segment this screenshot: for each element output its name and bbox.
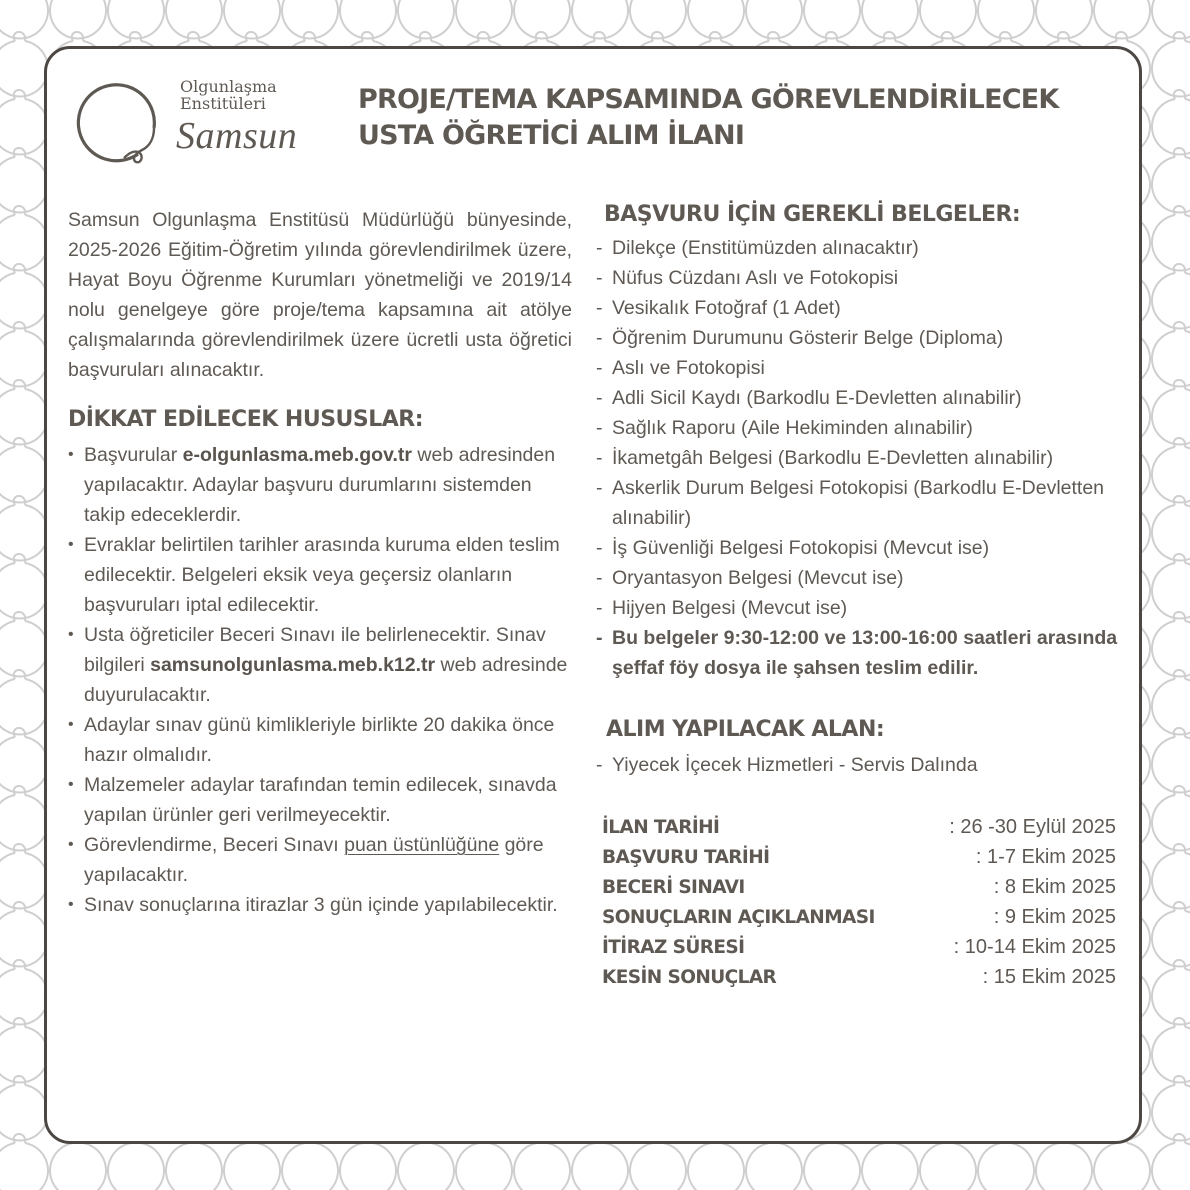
pattern-loop-tail: [942, 32, 953, 41]
pattern-loop-icon: [1152, 331, 1190, 387]
pattern-loop-icon: [746, 1143, 802, 1190]
pattern-loop-tail: [1116, 32, 1127, 41]
pattern-loop-icon: [1152, 447, 1190, 503]
pattern-loop-tail: [14, 786, 25, 795]
right-column: [596, 202, 1126, 992]
document-item: - Aslı ve Fotokopisi: [596, 353, 1126, 383]
date-label: BECERİ SINAVI: [602, 876, 745, 898]
note-text: göre yapılacaktır.: [84, 834, 544, 886]
note-text: Başvurular: [84, 444, 183, 466]
document-item: - Askerlik Durum Belgesi Fotokopisi (Barkodlu E-Devletten alınabilir): [596, 473, 1126, 533]
pattern-loop-tail: [1174, 786, 1185, 795]
document-item: - Nüfus Cüzdanı Aslı ve Fotokopisi: [596, 263, 1126, 293]
note-text: Malzemeler adaylar tarafından temin edilecek, sınavda yapılan ürünler geri verilmeyecektir.: [84, 774, 557, 826]
pattern-loop-icon: [1152, 969, 1190, 1025]
logo-line-1: Olgunlaşma: [180, 77, 277, 96]
pattern-loop-icon: [0, 795, 48, 851]
pattern-loop-icon: [920, 1143, 976, 1190]
note-item: [68, 620, 572, 710]
pattern-loop-tail: [1174, 438, 1185, 447]
pattern-loop-icon: [398, 1143, 454, 1190]
note-text: web adresinde duyurulacaktır.: [84, 654, 568, 706]
pattern-loop-tail: [710, 32, 721, 41]
note-item: [68, 530, 572, 620]
pattern-loop-icon: [340, 1143, 396, 1190]
document-item: - İkametgâh Belgesi (Barkodlu E-Devletten alınabilir): [596, 443, 1126, 473]
pattern-loop-icon: [1152, 215, 1190, 271]
pattern-loop-icon: [282, 1143, 338, 1190]
pattern-loop-icon: [804, 1143, 860, 1190]
pattern-loop-tail: [1174, 322, 1185, 331]
area-item: - Yiyecek İçecek Hizmetleri - Servis Dalında: [596, 750, 1126, 780]
pattern-loop-icon: [1152, 1143, 1190, 1190]
pattern-loop-tail: [1174, 670, 1185, 679]
note-item: [68, 830, 572, 890]
pattern-loop-icon: [1152, 157, 1190, 213]
date-row: [602, 932, 1116, 962]
note-text: Görevlendirme, Beceri Sınavı: [84, 834, 345, 856]
pattern-loop-icon: [1152, 41, 1190, 97]
pattern-loop-tail: [14, 206, 25, 215]
area-heading: ALIM YAPILACAK ALAN:: [606, 717, 885, 742]
pattern-loop-icon: [1152, 737, 1190, 793]
pattern-loop-icon: [0, 1143, 48, 1190]
pattern-loop-icon: [1152, 563, 1190, 619]
note-text: Adaylar sınav günü kimlikleriyle birlikte 20 dakika önce hazır olmalıdır.: [84, 714, 555, 766]
pattern-loop-tail: [362, 32, 373, 41]
pattern-loop-tail: [72, 32, 83, 41]
pattern-loop-tail: [1174, 32, 1185, 41]
pattern-loop-tail: [1174, 728, 1185, 737]
pattern-loop-tail: [884, 32, 895, 41]
pattern-loop-icon: [1152, 853, 1190, 909]
pattern-loop-icon: [1152, 679, 1190, 735]
underlined-text: puan üstünlüğüne: [344, 834, 500, 856]
title-line-2: USTA ÖĞRETİCİ ALIM İLANI: [358, 120, 745, 151]
logo-city: Samsun: [176, 115, 298, 157]
title-line-1: PROJE/TEMA KAPSAMINDA GÖREVLENDİRİLECEK: [358, 84, 1059, 115]
pattern-loop-tail: [14, 844, 25, 853]
pattern-loop-tail: [1174, 1018, 1185, 1027]
pattern-loop-tail: [14, 1134, 25, 1143]
pattern-loop-icon: [0, 389, 48, 445]
pattern-loop-icon: [688, 1143, 744, 1190]
date-label: SONUÇLARIN AÇIKLANMASI: [602, 906, 875, 928]
pattern-loop-tail: [130, 32, 141, 41]
left-column: [68, 205, 572, 920]
date-row: [602, 812, 1116, 842]
pattern-loop-icon: [0, 99, 48, 155]
pattern-loop-tail: [478, 32, 489, 41]
pattern-loop-icon: [1152, 0, 1190, 39]
date-row: [602, 902, 1116, 932]
pattern-loop-tail: [420, 32, 431, 41]
pattern-loop-tail: [1174, 902, 1185, 911]
pattern-loop-icon: [0, 969, 48, 1025]
pattern-loop-tail: [14, 32, 25, 41]
note-item: [68, 770, 572, 830]
pattern-loop-tail: [652, 32, 663, 41]
pattern-loop-icon: [0, 0, 48, 39]
pattern-loop-tail: [14, 612, 25, 621]
pattern-loop-icon: [1152, 911, 1190, 967]
pattern-loop-tail: [1174, 1134, 1185, 1143]
pattern-loop-icon: [0, 505, 48, 561]
pattern-loop-tail: [1174, 380, 1185, 389]
pattern-loop-tail: [14, 496, 25, 505]
note-text: Evraklar belirtilen tarihler arasında kuruma elden teslim edilecektir. Belgeleri eksik veya geçersiz olanların başvuruları iptal edilecektir.: [84, 534, 560, 616]
pattern-loop-tail: [14, 438, 25, 447]
pattern-loop-tail: [1000, 32, 1011, 41]
pattern-loop-icon: [224, 1143, 280, 1190]
documents-delivery-note: - Bu belgeler 9:30-12:00 ve 13:00-16:00 saatleri arasında şeffaf föy dosya ile şahsen teslim edilir.: [596, 623, 1126, 683]
pattern-loop-icon: [1152, 273, 1190, 329]
document-item: - Hijyen Belgesi (Mevcut ise): [596, 593, 1126, 623]
date-row: [602, 842, 1116, 872]
document-item: - Dilekçe (Enstitümüzden alınacaktır): [596, 233, 1126, 263]
date-row: [602, 872, 1116, 902]
pattern-loop-tail: [768, 32, 779, 41]
pattern-loop-icon: [572, 1143, 628, 1190]
pattern-loop-icon: [0, 331, 48, 387]
date-value: : 8 Ekim 2025: [993, 875, 1116, 898]
date-value: : 10-14 Ekim 2025: [953, 935, 1116, 958]
pattern-loop-icon: [0, 621, 48, 677]
pattern-loop-icon: [1036, 1143, 1092, 1190]
documents-list: [596, 233, 1126, 683]
pattern-loop-tail: [1058, 32, 1069, 41]
pattern-loop-icon: [1152, 621, 1190, 677]
pattern-loop-tail: [1174, 206, 1185, 215]
pattern-loop-icon: [514, 1143, 570, 1190]
pattern-loop-tail: [1174, 148, 1185, 157]
pattern-loop-icon: [50, 1143, 106, 1190]
pattern-loop-tail: [304, 32, 315, 41]
pattern-loop-icon: [0, 679, 48, 735]
pattern-loop-tail: [536, 32, 547, 41]
note-text: Usta öğreticiler Beceri Sınavı ile belirlenecektir. Sınav bilgileri: [84, 624, 546, 676]
date-row: [602, 962, 1116, 992]
date-value: : 1-7 Ekim 2025: [975, 845, 1116, 868]
note-text: Sınav sonuçlarına itirazlar 3 gün içinde yapılabilecektir.: [84, 894, 558, 916]
pattern-loop-tail: [1174, 612, 1185, 621]
pattern-loop-tail: [1174, 264, 1185, 273]
logo-ring-icon: [76, 76, 168, 166]
pattern-loop-icon: [0, 1085, 48, 1141]
pattern-loop-tail: [14, 1076, 25, 1085]
pattern-loop-icon: [1152, 1085, 1190, 1141]
pattern-loop-tail: [1174, 496, 1185, 505]
pattern-loop-icon: [1152, 389, 1190, 445]
pattern-loop-icon: [1152, 505, 1190, 561]
pattern-loop-tail: [826, 32, 837, 41]
pattern-loop-tail: [14, 264, 25, 273]
pattern-loop-tail: [1174, 960, 1185, 969]
pattern-loop-icon: [0, 447, 48, 503]
pattern-loop-tail: [188, 32, 199, 41]
pattern-loop-tail: [14, 670, 25, 679]
note-item: [68, 890, 572, 920]
page-title: [358, 82, 1128, 154]
area-list: [596, 750, 1126, 780]
pattern-loop-icon: [108, 1143, 164, 1190]
pattern-loop-icon: [0, 273, 48, 329]
pattern-loop-tail: [1174, 554, 1185, 563]
logo: [76, 76, 326, 166]
notes-list: [68, 440, 572, 920]
pattern-loop-icon: [166, 1143, 222, 1190]
pattern-loop-tail: [14, 960, 25, 969]
pattern-loop-tail: [14, 90, 25, 99]
pattern-loop-tail: [246, 32, 257, 41]
note-item: [68, 710, 572, 770]
notes-heading: DİKKAT EDİLECEK HUSUSLAR:: [68, 407, 424, 432]
pattern-loop-icon: [0, 1027, 48, 1083]
document-item: - İş Güvenliği Belgesi Fotokopisi (Mevcut ise): [596, 533, 1126, 563]
website-link[interactable]: samsunolgunlasma.meb.k12.tr: [150, 654, 436, 676]
note-text: web adresinden yapılacaktır. Adaylar başvuru durumlarını sistemden takip edeceklerdir.: [84, 444, 556, 526]
pattern-loop-icon: [1152, 1027, 1190, 1083]
pattern-loop-tail: [14, 554, 25, 563]
pattern-loop-tail: [14, 1018, 25, 1027]
note-item: [68, 440, 572, 530]
date-value: : 15 Ekim 2025: [982, 965, 1116, 988]
document-item: - Oryantasyon Belgesi (Mevcut ise): [596, 563, 1126, 593]
pattern-loop-tail: [1174, 1076, 1185, 1085]
pattern-loop-icon: [0, 157, 48, 213]
dates-table: [602, 812, 1116, 992]
documents-heading: BAŞVURU İÇİN GEREKLİ BELGELER:: [604, 202, 1021, 227]
pattern-loop-icon: [0, 563, 48, 619]
pattern-loop-tail: [14, 148, 25, 157]
date-label: İLAN TARİHİ: [602, 816, 720, 838]
pattern-loop-icon: [0, 215, 48, 271]
pattern-loop-tail: [594, 32, 605, 41]
pattern-loop-icon: [456, 1143, 512, 1190]
document-item: - Vesikalık Fotoğraf (1 Adet): [596, 293, 1126, 323]
pattern-loop-tail: [1174, 844, 1185, 853]
pattern-loop-icon: [630, 1143, 686, 1190]
pattern-loop-icon: [978, 1143, 1034, 1190]
pattern-loop-tail: [1174, 90, 1185, 99]
pattern-loop-icon: [0, 911, 48, 967]
pattern-loop-icon: [1152, 99, 1190, 155]
pattern-loop-icon: [0, 737, 48, 793]
pattern-loop-tail: [14, 380, 25, 389]
logo-line-2: Enstitüleri: [180, 94, 266, 113]
date-label: İTİRAZ SÜRESİ: [602, 936, 745, 958]
date-value: : 9 Ekim 2025: [993, 905, 1116, 928]
date-label: BAŞVURU TARİHİ: [602, 846, 770, 868]
document-item: - Sağlık Raporu (Aile Hekiminden alınabilir): [596, 413, 1126, 443]
intro-paragraph: Samsun Olgunlaşma Enstitüsü Müdürlüğü bünyesinde, 2025-2026 Eğitim-Öğretim yılında görevlendirilmek üzere, Hayat Boyu Öğrenme Kurumları yönetmeliği ve 2019/14 nolu genelgeye göre proje/tema kapsamına ait atölye çalışmalarında görevlendirilmek üzere ücretli usta öğretici başvuruları alınacaktır.: [68, 209, 572, 381]
pattern-loop-icon: [1152, 795, 1190, 851]
pattern-loop-tail: [14, 322, 25, 331]
pattern-loop-tail: [14, 902, 25, 911]
document-item: - Adli Sicil Kaydı (Barkodlu E-Devletten alınabilir): [596, 383, 1126, 413]
pattern-loop-tail: [14, 728, 25, 737]
pattern-loop-icon: [862, 1143, 918, 1190]
date-label: KESİN SONUÇLAR: [602, 966, 777, 988]
document-item: - Öğrenim Durumunu Gösterir Belge (Diploma): [596, 323, 1126, 353]
date-value: : 26 -30 Eylül 2025: [949, 815, 1116, 838]
website-link[interactable]: e-olgunlasma.meb.gov.tr: [182, 444, 412, 466]
pattern-loop-icon: [0, 853, 48, 909]
pattern-loop-icon: [1094, 1143, 1150, 1190]
pattern-loop-icon: [0, 41, 48, 97]
